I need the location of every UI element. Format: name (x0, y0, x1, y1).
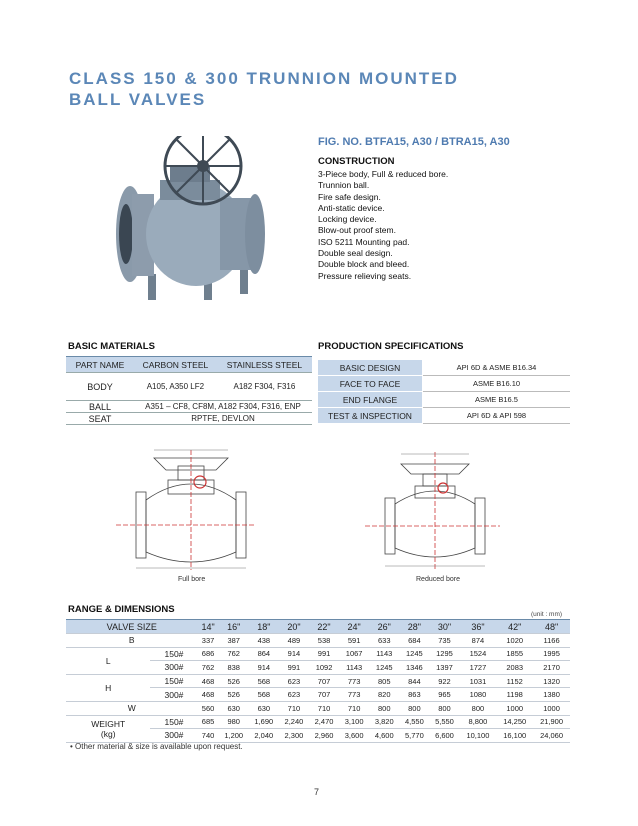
range-value-cell: 762 (219, 647, 249, 661)
range-value-cell: 438 (249, 634, 279, 648)
mat-body-name: BODY (66, 373, 134, 401)
full-bore-caption: Full bore (178, 576, 206, 583)
range-value-cell: 5,550 (429, 715, 459, 729)
range-value-cell: 337 (197, 634, 218, 648)
range-value-cell: 773 (339, 674, 369, 688)
range-value-cell: 2,470 (309, 715, 339, 729)
weight-label (66, 715, 150, 742)
footnote: • Other material & size is available upon request. (70, 742, 243, 751)
range-value-cell: 24,060 (533, 729, 570, 743)
size-header: 36" (460, 620, 497, 634)
mat-header: STAINLESS STEEL (217, 357, 312, 373)
spec-value: API 6D & API 598 (423, 408, 571, 424)
range-value-cell: 710 (309, 701, 339, 715)
range-value-cell: 1092 (309, 661, 339, 675)
mat-header: CARBON STEEL (134, 357, 217, 373)
range-value-cell: 800 (429, 701, 459, 715)
range-value-cell: 710 (279, 701, 309, 715)
range-value-cell: 710 (339, 701, 369, 715)
range-value-cell: 2,040 (249, 729, 279, 743)
range-value-cell: 735 (429, 634, 459, 648)
row-label: H (66, 674, 150, 701)
mat-seat-name: SEAT (66, 413, 134, 425)
range-value-cell: 468 (197, 674, 218, 688)
range-row (66, 715, 570, 729)
range-value-cell: 707 (309, 674, 339, 688)
spec-value: API 6D & ASME B16.34 (423, 360, 571, 376)
range-value-cell: 2083 (496, 661, 533, 675)
row-label: L (66, 647, 150, 674)
range-value-cell: 2,300 (279, 729, 309, 743)
range-value-cell: 6,600 (429, 729, 459, 743)
construction-item: Double block and bleed. (318, 259, 410, 270)
construction-item: Trunnion ball. (318, 180, 370, 191)
range-value-cell: 2,960 (309, 729, 339, 743)
range-value-cell: 1080 (460, 688, 497, 702)
range-value-cell: 864 (249, 647, 279, 661)
spec-key: BASIC DESIGN (318, 360, 423, 376)
range-value-cell: 10,100 (460, 729, 497, 743)
construction-item: Locking device. (318, 214, 377, 225)
range-value-cell: 630 (249, 701, 279, 715)
range-value-cell: 3,600 (339, 729, 369, 743)
range-value-cell: 685 (197, 715, 218, 729)
range-value-cell: 1166 (533, 634, 570, 648)
range-value-cell: 820 (369, 688, 399, 702)
range-value-cell: 762 (197, 661, 218, 675)
size-header: 22" (309, 620, 339, 634)
construction-item: Double seal design. (318, 248, 393, 259)
range-value-cell: 800 (369, 701, 399, 715)
spec-value: ASME B16.10 (423, 376, 571, 392)
range-value-cell: 1,200 (219, 729, 249, 743)
valve-image (100, 136, 300, 316)
size-header: 14" (197, 620, 218, 634)
construction-item: Fire safe design. (318, 191, 381, 202)
size-header: 16" (219, 620, 249, 634)
spec-key: FACE TO FACE (318, 376, 423, 392)
weight-text: WEIGHT (91, 718, 126, 729)
range-value-cell: 1020 (496, 634, 533, 648)
weight-unit: (kg) (100, 728, 116, 739)
range-value-cell: 21,900 (533, 715, 570, 729)
range-value-cell: 1000 (533, 701, 570, 715)
range-value-cell: 991 (279, 661, 309, 675)
spec-key: END FLANGE (318, 392, 423, 408)
size-header: 26" (369, 620, 399, 634)
range-value-cell: 686 (197, 647, 218, 661)
mat-header: PART NAME (66, 357, 134, 373)
range-row (66, 674, 570, 688)
page-number: 7 (314, 787, 320, 797)
range-value-cell: 623 (279, 674, 309, 688)
size-header: 28" (399, 620, 429, 634)
range-value-cell: 800 (460, 701, 497, 715)
range-value-cell: 623 (279, 688, 309, 702)
construction-item: Blow-out proof stem. (318, 225, 396, 236)
range-value-cell: 3,100 (339, 715, 369, 729)
materials-table (66, 356, 312, 425)
construction-list (318, 169, 448, 282)
row-label: W (66, 701, 197, 715)
range-value-cell: 526 (219, 674, 249, 688)
range-value-cell: 1727 (460, 661, 497, 675)
range-value-cell: 1995 (533, 647, 570, 661)
range-value-cell: 1143 (339, 661, 369, 675)
mat-ball-value: A351 – CF8, CF8M, A182 F304, F316, ENP (134, 401, 312, 413)
size-header: 30" (429, 620, 459, 634)
class-label: 300# (150, 661, 197, 675)
mat-ball-name: BALL (66, 401, 134, 413)
range-value-cell: 1524 (460, 647, 497, 661)
range-value-cell: 3,820 (369, 715, 399, 729)
range-value-cell: 844 (399, 674, 429, 688)
range-value-cell: 489 (279, 634, 309, 648)
range-row (66, 647, 570, 661)
range-value-cell: 1380 (533, 688, 570, 702)
range-value-cell: 568 (249, 688, 279, 702)
construction-item: ISO 5211 Mounting pad. (318, 236, 410, 247)
range-value-cell: 4,550 (399, 715, 429, 729)
unit-label: (unit : mm) (531, 611, 563, 618)
range-value-cell: 740 (197, 729, 218, 743)
range-value-cell: 874 (460, 634, 497, 648)
class-label: 150# (150, 647, 197, 661)
construction-item: 3-Piece body, Full & reduced bore. (318, 169, 449, 179)
range-value-cell: 8,800 (460, 715, 497, 729)
range-value-cell: 568 (249, 674, 279, 688)
spec-value: ASME B16.5 (423, 392, 571, 408)
class-label: 150# (150, 674, 197, 688)
range-value-cell: 922 (429, 674, 459, 688)
row-label: B (66, 634, 197, 648)
range-value-cell: 1855 (496, 647, 533, 661)
construction-item: Anti-static device. (318, 202, 385, 213)
specs-heading: PRODUCTION SPECIFICATIONS (318, 341, 464, 352)
mat-body-carbon: A105, A350 LF2 (134, 373, 217, 401)
range-value-cell: 1245 (369, 661, 399, 675)
mat-seat-value: RPTFE, DEVLON (134, 413, 312, 425)
page-title (69, 68, 459, 110)
reduced-bore-caption: Reduced bore (416, 576, 460, 583)
construction-heading: CONSTRUCTION (318, 156, 395, 167)
size-header: 20" (279, 620, 309, 634)
range-value-cell: 387 (219, 634, 249, 648)
range-value-cell: 468 (197, 688, 218, 702)
range-value-cell: 1000 (496, 701, 533, 715)
figure-number: FIG. NO. BTFA15, A30 / BTRA15, A30 (318, 136, 510, 148)
range-value-cell: 863 (399, 688, 429, 702)
range-value-cell: 526 (219, 688, 249, 702)
class-label: 150# (150, 715, 197, 729)
range-value-cell: 633 (369, 634, 399, 648)
size-header: 48" (533, 620, 570, 634)
materials-heading: BASIC MATERIALS (68, 341, 155, 352)
range-heading: RANGE & DIMENSIONS (68, 604, 175, 615)
range-value-cell: 2170 (533, 661, 570, 675)
reduced-bore-drawing (355, 440, 515, 575)
range-value-cell: 707 (309, 688, 339, 702)
valve-size-label: VALVE SIZE (66, 620, 197, 634)
size-header: 18" (249, 620, 279, 634)
range-value-cell: 980 (219, 715, 249, 729)
range-value-cell: 591 (339, 634, 369, 648)
range-value-cell: 965 (429, 688, 459, 702)
range-value-cell: 914 (279, 647, 309, 661)
range-value-cell: 14,250 (496, 715, 533, 729)
title-line-2: BALL VALVES (69, 90, 207, 109)
range-value-cell: 1,690 (249, 715, 279, 729)
range-value-cell: 1346 (399, 661, 429, 675)
range-value-cell: 1295 (429, 647, 459, 661)
range-value-cell: 560 (197, 701, 218, 715)
range-value-cell: 838 (219, 661, 249, 675)
range-value-cell: 16,100 (496, 729, 533, 743)
range-value-cell: 538 (309, 634, 339, 648)
range-row (66, 701, 570, 715)
range-value-cell: 1152 (496, 674, 533, 688)
range-value-cell: 1245 (399, 647, 429, 661)
class-label: 300# (150, 729, 197, 743)
range-value-cell: 4,600 (369, 729, 399, 743)
range-row (66, 634, 570, 648)
mat-body-stainless: A182 F304, F316 (217, 373, 312, 401)
size-header: 24" (339, 620, 369, 634)
range-value-cell: 1320 (533, 674, 570, 688)
size-header: 42" (496, 620, 533, 634)
class-label: 300# (150, 688, 197, 702)
range-table (66, 619, 570, 743)
range-value-cell: 1067 (339, 647, 369, 661)
range-value-cell: 630 (219, 701, 249, 715)
range-value-cell: 2,240 (279, 715, 309, 729)
construction-item: Pressure relieving seats. (318, 270, 412, 281)
range-value-cell: 1031 (460, 674, 497, 688)
specs-table (318, 360, 570, 424)
range-value-cell: 800 (399, 701, 429, 715)
title-line-1: CLASS 150 & 300 TRUNNION MOUNTED (69, 69, 459, 88)
range-value-cell: 1198 (496, 688, 533, 702)
range-value-cell: 805 (369, 674, 399, 688)
spec-key: TEST & INSPECTION (318, 408, 423, 424)
range-value-cell: 991 (309, 647, 339, 661)
range-value-cell: 1397 (429, 661, 459, 675)
range-value-cell: 684 (399, 634, 429, 648)
range-value-cell: 5,770 (399, 729, 429, 743)
range-value-cell: 1143 (369, 647, 399, 661)
range-value-cell: 773 (339, 688, 369, 702)
full-bore-drawing (106, 440, 266, 575)
range-value-cell: 914 (249, 661, 279, 675)
